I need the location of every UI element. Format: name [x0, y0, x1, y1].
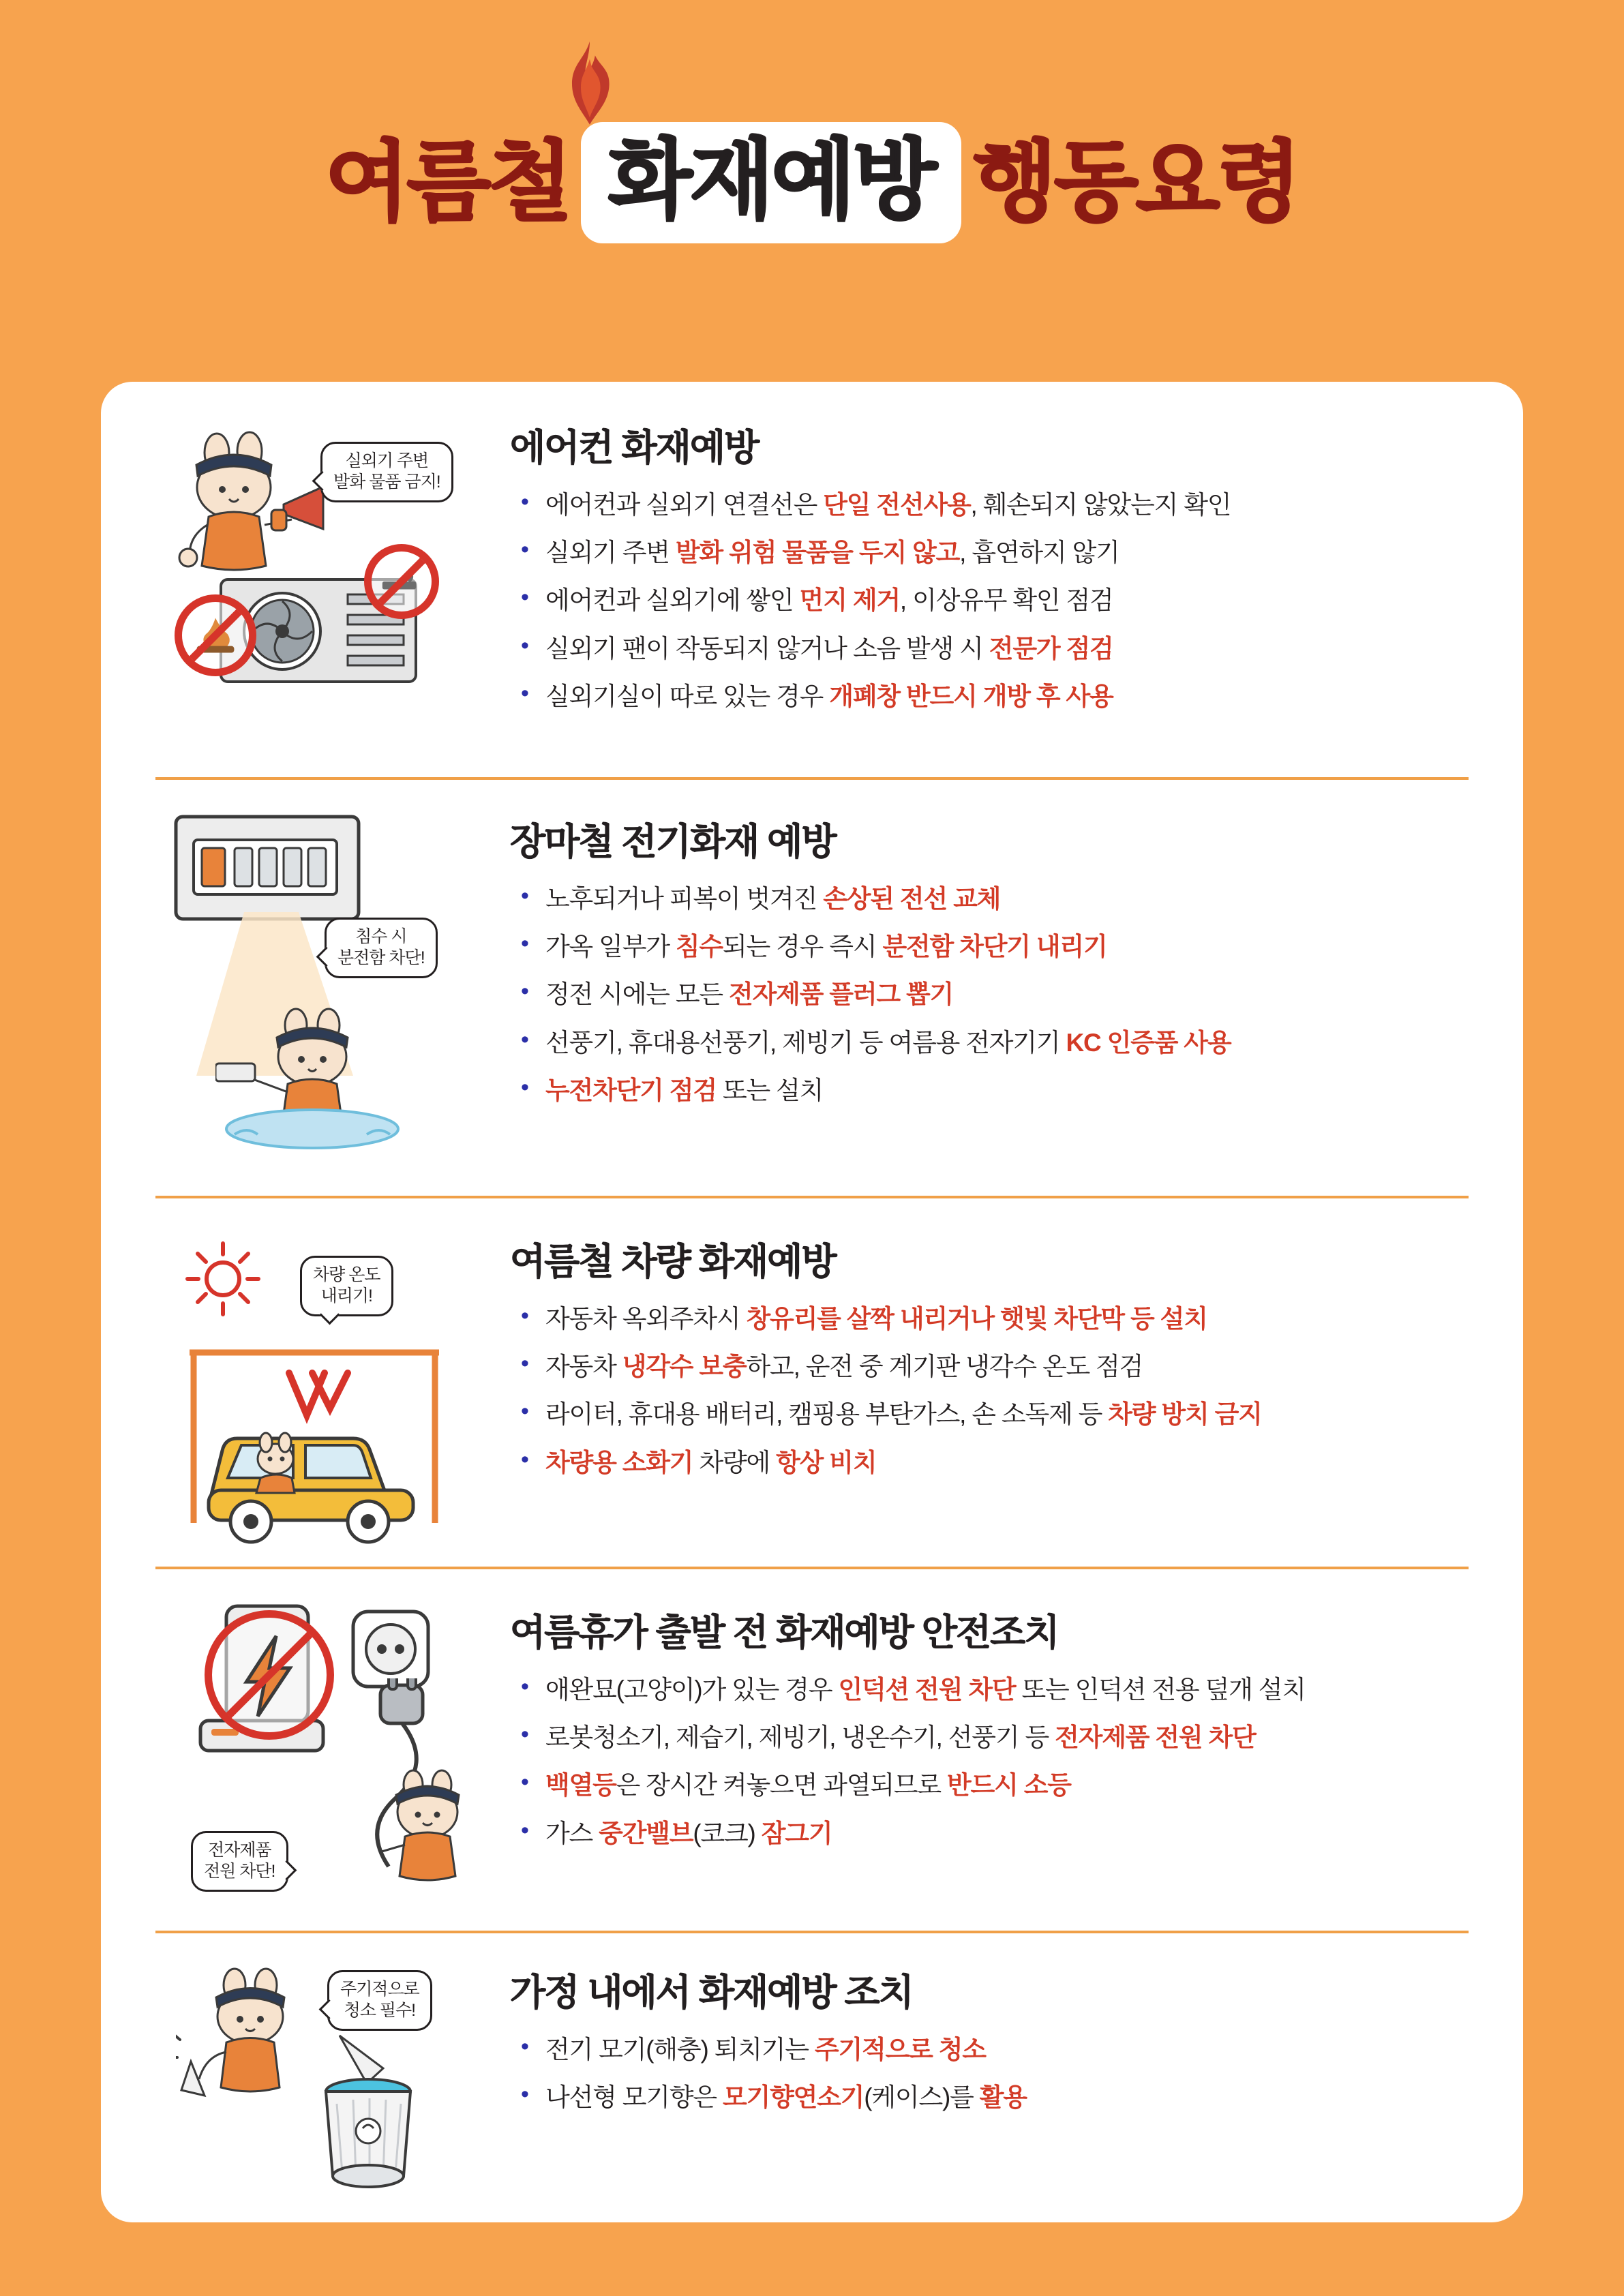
flame-icon — [545, 40, 634, 128]
speech-bubble-aircon-line2: 발화 물품 금지! — [333, 472, 440, 492]
speech-bubble-home — [327, 1970, 432, 2031]
list-item: • 실외기 팬이 작동되지 않거나 소음 발생 시 전문가 점검 — [510, 630, 1482, 668]
list-item: • 에어컨과 실외기에 쌓인 먼지 제거, 이상유무 확인 점검 — [510, 581, 1482, 620]
section-vacation-content — [510, 1594, 1482, 1862]
mascot-unplug-icon — [364, 1762, 507, 1912]
speech-bubble-flood — [325, 918, 438, 978]
section-aircon-content — [510, 409, 1482, 725]
title-word-fire-prevention: 화재예방 — [607, 132, 935, 229]
speech-bubble-aircon — [320, 442, 453, 502]
section-home — [101, 1933, 1523, 2199]
section-vacation-bullets — [510, 1671, 1482, 1853]
list-item: • 선풍기, 휴대용선풍기, 제빙기 등 여름용 전자기기 KC 인증품 사용 — [510, 1024, 1482, 1062]
list-item: • 실외기실이 따로 있는 경우 개폐창 반드시 개방 후 사용 — [510, 678, 1482, 716]
title-word-action-guide: 행동요령 — [972, 134, 1299, 231]
list-item: • 에어컨과 실외기 연결선은 단일 전선사용, 훼손되지 않았는지 확인 — [510, 486, 1482, 524]
poster-header — [0, 0, 1624, 341]
speech-bubble-aircon-line1: 실외기 주변 — [345, 451, 429, 470]
section-vehicle — [101, 1198, 1523, 1567]
speech-bubble-home-line1: 주기적으로 — [340, 1980, 419, 1999]
section-vehicle-content — [510, 1223, 1482, 1492]
list-item: • 자동차 냉각수 보충하고, 운전 중 계기판 냉각수 온도 점검 — [510, 1348, 1482, 1386]
section-vacation — [101, 1569, 1523, 1931]
section-rainy-bullets — [510, 880, 1482, 1110]
list-item: • 노후되거나 피복이 벗겨진 손상된 전선 교체 — [510, 880, 1482, 918]
section-vehicle-bullets — [510, 1300, 1482, 1482]
mosquito-trap-icon — [292, 2029, 455, 2199]
speech-bubble-vehicle — [300, 1256, 393, 1316]
speech-bubble-home-line2: 청소 필수! — [344, 2001, 416, 2021]
no-smoking-icon — [364, 544, 439, 619]
no-power-icon — [205, 1610, 334, 1740]
list-item: • 로봇청소기, 제습기, 제빙기, 냉온수기, 선풍기 등 전자제품 전원 차단 — [510, 1719, 1482, 1757]
section-rainy-illustration — [142, 803, 510, 1196]
section-aircon — [101, 382, 1523, 777]
mascot-flood-icon — [215, 998, 420, 1168]
speech-bubble-vacation-line1: 전자제품 — [207, 1841, 271, 1860]
section-aircon-title: 에어컨 화재예방 — [510, 427, 759, 468]
section-home-bullets — [510, 2031, 1482, 2117]
sun-icon — [172, 1230, 274, 1332]
section-vacation-title: 여름휴가 출발 전 화재예방 안전조치 — [510, 1612, 1059, 1653]
section-home-illustration — [142, 1954, 510, 2199]
no-fire-icon — [175, 594, 256, 676]
title-word-season: 여름철 — [325, 134, 570, 231]
speech-bubble-vehicle-line2: 내리기! — [320, 1286, 372, 1306]
list-item: • 애완묘(고양이)가 있는 경우 인덕션 전원 차단 또는 인덕션 전용 덮개 설치 — [510, 1671, 1482, 1709]
list-item: • 차량용 소화기 차량에 항상 비치 — [510, 1444, 1482, 1482]
car-icon — [166, 1325, 480, 1564]
speech-bubble-flood-line2: 분전함 차단! — [337, 948, 425, 968]
list-item: • 나선형 모기향은 모기향연소기(케이스)를 활용 — [510, 2079, 1482, 2117]
speech-bubble-vacation-line2: 전원 차단! — [204, 1862, 275, 1882]
section-aircon-bullets — [510, 486, 1482, 716]
poster-title — [0, 126, 1624, 239]
section-rainy-title: 장마철 전기화재 예방 — [510, 821, 836, 862]
list-item: • 백열등은 장시간 켜놓으면 과열되므로 반드시 소등 — [510, 1766, 1482, 1804]
list-item: • 실외기 주변 발화 위험 물품을 두지 않고, 흡연하지 않기 — [510, 534, 1482, 572]
section-rainy-electric — [101, 780, 1523, 1196]
section-vehicle-title: 여름철 차량 화재예방 — [510, 1241, 836, 1282]
speech-bubble-vehicle-line1: 차량 온도 — [313, 1265, 380, 1284]
section-home-content — [510, 1954, 1482, 2126]
list-item: • 라이터, 휴대용 배터리, 캠핑용 부탄가스, 손 소독제 등 차량 방치 금지 — [510, 1395, 1482, 1434]
list-item: • 전기 모기(해충) 퇴치기는 주기적으로 청소 — [510, 2031, 1482, 2069]
section-rainy-content — [510, 803, 1482, 1119]
section-home-title: 가정 내에서 화재예방 조치 — [510, 1972, 913, 2013]
list-item: • 가옥 일부가 침수되는 경우 즉시 분전함 차단기 내리기 — [510, 928, 1482, 966]
list-item: • 누전차단기 점검 또는 설치 — [510, 1072, 1482, 1110]
title-highlight-box — [585, 126, 958, 239]
section-vehicle-illustration — [142, 1223, 510, 1567]
list-item: • 자동차 옥외주차시 창유리를 살짝 내리거나 햇빛 차단막 등 설치 — [510, 1300, 1482, 1338]
list-item: • 정전 시에는 모든 전자제품 플러그 뽑기 — [510, 976, 1482, 1014]
speech-bubble-vacation — [191, 1831, 288, 1892]
speech-bubble-flood-line1: 침수 시 — [355, 927, 407, 946]
section-vacation-illustration — [142, 1594, 510, 1931]
content-card — [101, 382, 1523, 2222]
section-aircon-illustration — [142, 409, 510, 777]
list-item: • 가스 중간밸브(코크) 잠그기 — [510, 1815, 1482, 1853]
